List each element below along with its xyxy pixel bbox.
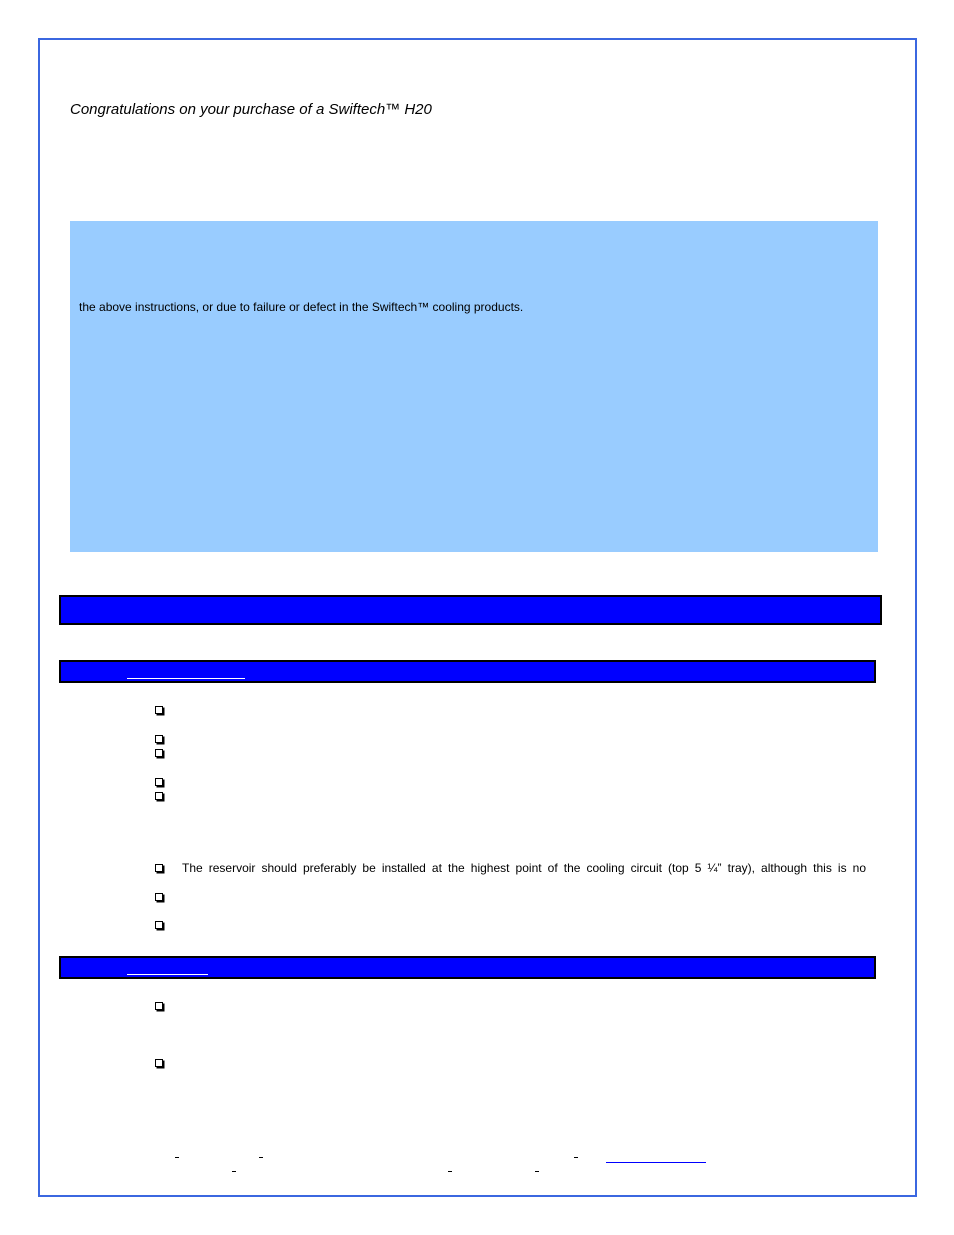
footer-mark: [259, 1157, 263, 1158]
checkbox-bullet-2: [155, 735, 163, 743]
checkbox-bullet-1: [155, 706, 163, 714]
footer-mark: [232, 1171, 236, 1172]
footer-mark: [448, 1171, 452, 1172]
checkbox-bullet-5: [155, 792, 163, 800]
footer-mark: [574, 1157, 578, 1158]
reservoir-note: The reservoir should preferably be installed at the highest point of the cooling circuit (top 5 ¼” tray), although this is no: [182, 861, 866, 875]
footer-mark: [175, 1157, 179, 1158]
checkbox-bullet-6: [155, 864, 163, 872]
sub-heading-2-underline: [127, 974, 208, 975]
sub-heading-1-underline: [127, 678, 245, 679]
intro-text: Congratulations on your purchase of a Swiftech™ H20: [70, 101, 432, 118]
sub-section-heading-bar-2: [59, 956, 876, 979]
footer-mark: [535, 1171, 539, 1172]
checkbox-bullet-3: [155, 749, 163, 757]
checkbox-bullet-10: [155, 1059, 163, 1067]
footer-link-underline[interactable]: [606, 1162, 706, 1163]
warning-text: the above instructions, or due to failure or defect in the Swiftech™ cooling products.: [79, 300, 524, 314]
checkbox-bullet-7: [155, 893, 163, 901]
checkbox-bullet-9: [155, 1002, 163, 1010]
sub-section-heading-bar-1: [59, 660, 876, 683]
checkbox-bullet-4: [155, 778, 163, 786]
checkbox-bullet-8: [155, 921, 163, 929]
warning-box: [70, 221, 878, 552]
main-section-heading-bar: [59, 595, 882, 625]
